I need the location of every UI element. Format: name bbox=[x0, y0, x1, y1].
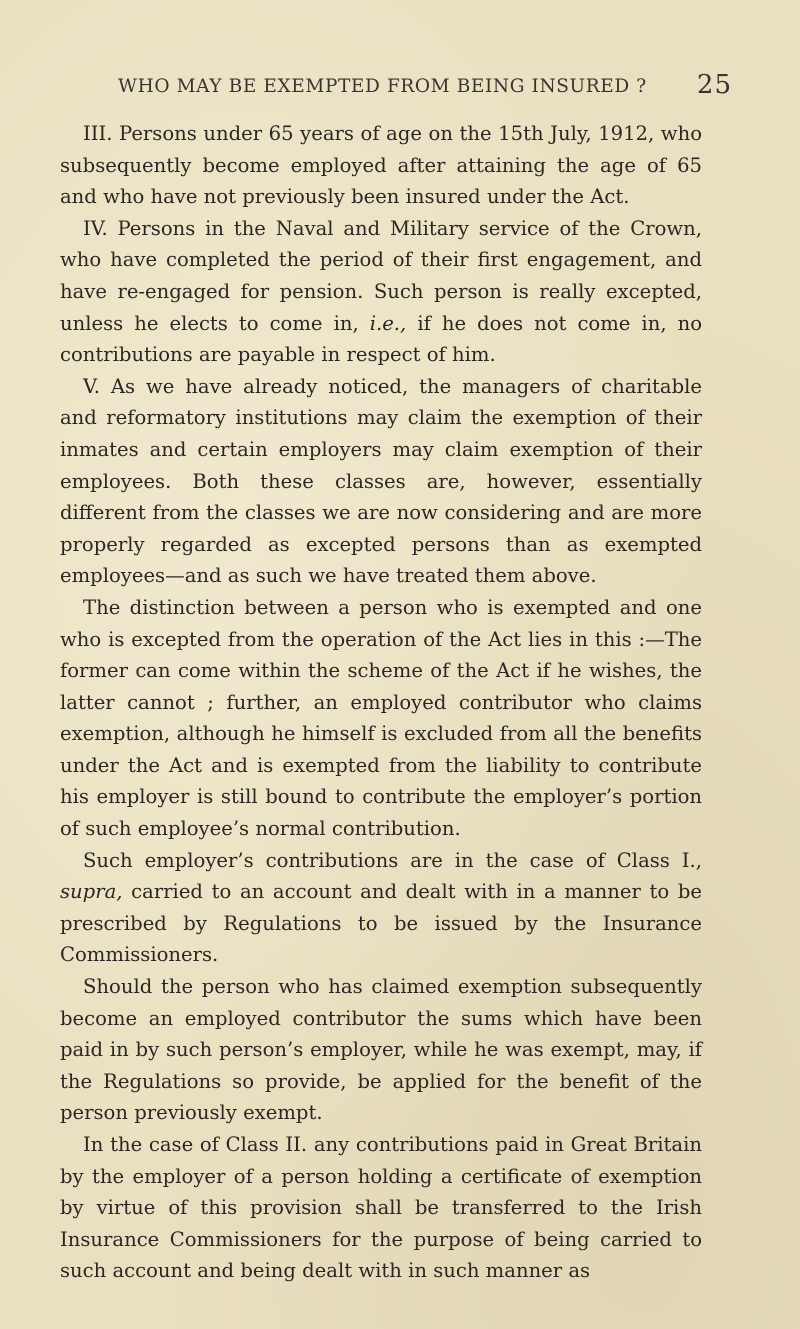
paragraph-distinction bbox=[60, 592, 702, 845]
italic-abbreviation: i.e., bbox=[369, 311, 407, 335]
paragraph-text: The distinction between a person who is exempted and one who is excepted from the operation of the Act lies in this :—The former can come within the scheme of the Act if he wishes, the latter cannot ; further, an employed contributor who claims exemption, although he himself is excluded from all the benefits under the Act and is exempted from the liability to contribute his employer is still bound to contribute the employer’s portion of such employee’s normal contribution. bbox=[60, 595, 702, 841]
paragraph-class-v bbox=[60, 371, 702, 592]
paragraph-text: III. Persons under 65 years of age on the 15th July, 1912, who subsequently become employed after attaining the age of 65 and who have not previously been insured under the Act. bbox=[60, 122, 702, 209]
paragraph-text: In the case of Class II. any contributions paid in Great Britain by the employer of a person holding a certificate of exemption by virtue of this provision shall be transferred to the Irish Insurance Commissioners for the purpose of being carried to such account and being dealt with in such manner as bbox=[60, 1133, 702, 1283]
body-text bbox=[60, 118, 702, 1287]
paragraph-class-iv bbox=[60, 213, 702, 371]
paragraph-class-ii bbox=[60, 1129, 702, 1287]
paragraph-text: IV. Persons in the Naval and Military service of the Crown, who have completed the period of their first engagement, and have re-engaged for pension. Such person is really excepted, unless he elects to come in, bbox=[60, 216, 702, 335]
paragraph-text: Should the person who has claimed exemption subsequently become an employed contributor the sums which have been paid in by such person’s employer, while he was exempt, may, if the Regulations so provide, be applied for the benefit of the person previously exempt. bbox=[60, 975, 702, 1125]
paragraph-text: Such employer’s contributions are in the case of Class I., bbox=[83, 848, 702, 872]
paragraph-text-continued: carried to an account and dealt with in a manner to be prescribed by Regulations to be issued by the Insurance Commissioners. bbox=[60, 880, 702, 967]
italic-reference: supra, bbox=[60, 880, 123, 904]
paragraph-class-iii bbox=[60, 118, 702, 213]
paragraph-text: V. As we have already noticed, the managers of charitable and reformatory institutions may claim the exemption of their inmates and certain employers may claim exemption of their employees. Both these classes are, however, essentially different from the classes we are now considering and are more properly regarded as excepted persons than as exempted employees—and as such we have treated them above. bbox=[60, 374, 702, 588]
paragraph-subsequent-employment bbox=[60, 971, 702, 1129]
paragraph-employer-contributions bbox=[60, 845, 702, 971]
page-number: 25 bbox=[696, 70, 732, 100]
running-head-title: WHO MAY BE EXEMPTED FROM BEING INSURED ? bbox=[118, 76, 647, 97]
paragraph-text-continued: if he does not come in, no contributions are payable in respect of him. bbox=[60, 311, 702, 367]
running-head bbox=[118, 70, 732, 110]
